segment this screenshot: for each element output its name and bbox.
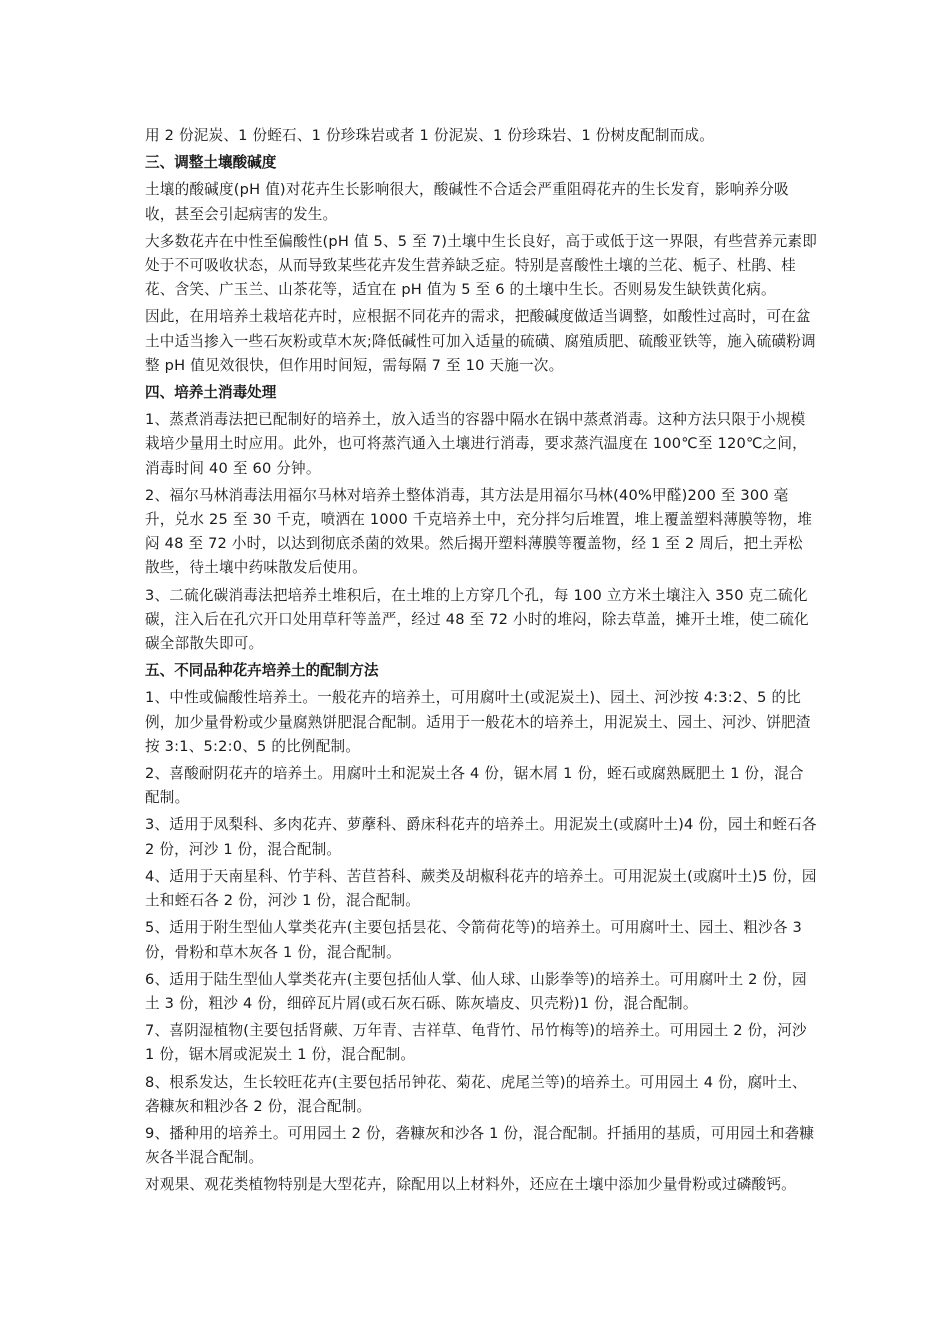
paragraph: 对观果、观花类植物特别是大型花卉，除配用以上材料外，还应在土壤中添加少量骨粉或过磷酸钙。 [145, 1176, 796, 1194]
paragraph: 2、喜酸耐阴花卉的培养土。用腐叶土和泥炭土各 4 份，锯木屑 1 份，蛭石或腐熟厩肥土 1 份，混合配制。 [145, 765, 804, 807]
paragraph: 6、适用于陆生型仙人掌类花卉(主要包括仙人掌、仙人球、山影拳等)的培养土。可用腐叶土 2 份，园土 3 份，粗沙 4 份，细碎瓦片屑(或石灰石砾、陈灰墙皮、贝壳粉)1 份，混合配制。 [145, 970, 807, 1012]
paragraph: 因此，在用培养土栽培花卉时，应根据不同花卉的需求，把酸碱度做适当调整，如酸性过高时，可在盆土中适当掺入一些石灰粉或草木灰;降低碱性可加入适量的硫磺、腐殖质肥、硫酸亚铁等，施入硫磺粉调整 pH 值见效很快，但作用时间短，需每隔 7 至 10 天施一次。 [145, 308, 816, 374]
section-heading: 五、不同品种花卉培养土的配制方法 [145, 662, 379, 680]
paragraph: 土壤的酸碱度(pH 值)对花卉生长影响很大，酸碱性不合适会严重阻碍花卉的生长发育，影响养分吸收，甚至会引起病害的发生。 [145, 181, 789, 223]
paragraph: 8、根系发达，生长较旺花卉(主要包括吊钟花、菊花、虎尾兰等)的培养土。可用园土 4 份，腐叶土、砻糠灰和粗沙各 2 份，混合配制。 [145, 1073, 807, 1115]
paragraph: 3、二硫化碳消毒法把培养土堆积后，在土堆的上方穿几个孔，每 100 立方米土壤注入 350 克二硫化碳，注入后在孔穴开口处用草秆等盖严，经过 48 至 72 小时的堆闷，除去草盖，摊开土堆，使二硫化碳全部散失即可。 [145, 586, 809, 653]
paragraph: 大多数花卉在中性至偏酸性(pH 值 5、5 至 7)土壤中生长良好，高于或低于这一界限，有些营养元素即处于不可吸收状态，从而导致某些花卉发生营养缺乏症。特别是喜酸性土壤的兰花、栀子、杜鹃、桂花、含笑、广玉兰、山茶花等，适宜在 pH 值为 5 至 6 的土壤中生长。否则易发生缺铁黄化病。 [145, 232, 817, 299]
paragraph: 7、喜阴湿植物(主要包括肾蕨、万年青、吉祥草、龟背竹、吊竹梅等)的培养土。可用园土 2 份，河沙 1 份，锯木屑或泥炭土 1 份，混合配制。 [145, 1022, 807, 1064]
section-heading: 四、培养土消毒处理 [145, 384, 277, 402]
paragraph: 1、中性或偏酸性培养土。一般花卉的培养土，可用腐叶土(或泥炭土)、园土、河沙按 4:3:2、5 的比例，加少量骨粉或少量腐熟饼肥混合配制。适用于一般花木的培养土，用泥炭土、园土、河沙、饼肥渣按 3:1、5:2:0、5 的比例配制。 [145, 689, 811, 755]
paragraph: 3、适用于凤梨科、多肉花卉、萝藦科、爵床科花卉的培养土。用泥炭土(或腐叶土)4 份，园土和蛭石各 2 份，河沙 1 份，混合配制。 [145, 816, 817, 858]
paragraph: 4、适用于天南星科、竹芋科、苦苣苔科、蕨类及胡椒科花卉的培养土。可用泥炭土(或腐叶土)5 份，园土和蛭石各 2 份，河沙 1 份，混合配制。 [145, 867, 817, 910]
document-page [145, 124, 817, 1201]
paragraph: 1、蒸煮消毒法把已配制好的培养土，放入适当的容器中隔水在锅中蒸煮消毒。这种方法只限于小规模栽培少量用土时应用。此外，也可将蒸汽通入土壤进行消毒，要求蒸汽温度在 100℃至 120℃之间，消毒时间 40 至 60 分钟。 [145, 411, 807, 477]
paragraph: 用 2 份泥炭、1 份蛭石、1 份珍珠岩或者 1 份泥炭、1 份珍珠岩、1 份树皮配制而成。 [145, 127, 715, 144]
paragraph: 9、播种用的培养土。可用园土 2 份，砻糠灰和沙各 1 份，混合配制。扦插用的基质，可用园土和砻糠灰各半混合配制。 [145, 1124, 815, 1167]
paragraph: 2、福尔马林消毒法用福尔马林对培养土整体消毒，其方法是用福尔马林(40%甲醛)200 至 300 毫升，兑水 25 至 30 千克，喷洒在 1000 千克培养土中，充分拌匀后堆置，堆上覆盖塑料薄膜等物，堆闷 48 至 72 小时，以达到彻底杀菌的效果。然后揭开塑料薄膜等覆盖物，经 1 至 2 周后，把土弄松散些，待土壤中药味散发后使用。 [145, 486, 813, 577]
paragraph: 5、适用于附生型仙人掌类花卉(主要包括昙花、令箭荷花等)的培养土。可用腐叶土、园土、粗沙各 3 份，骨粉和草木灰各 1 份，混合配制。 [145, 919, 802, 961]
section-heading: 三、调整土壤酸碱度 [145, 154, 277, 172]
